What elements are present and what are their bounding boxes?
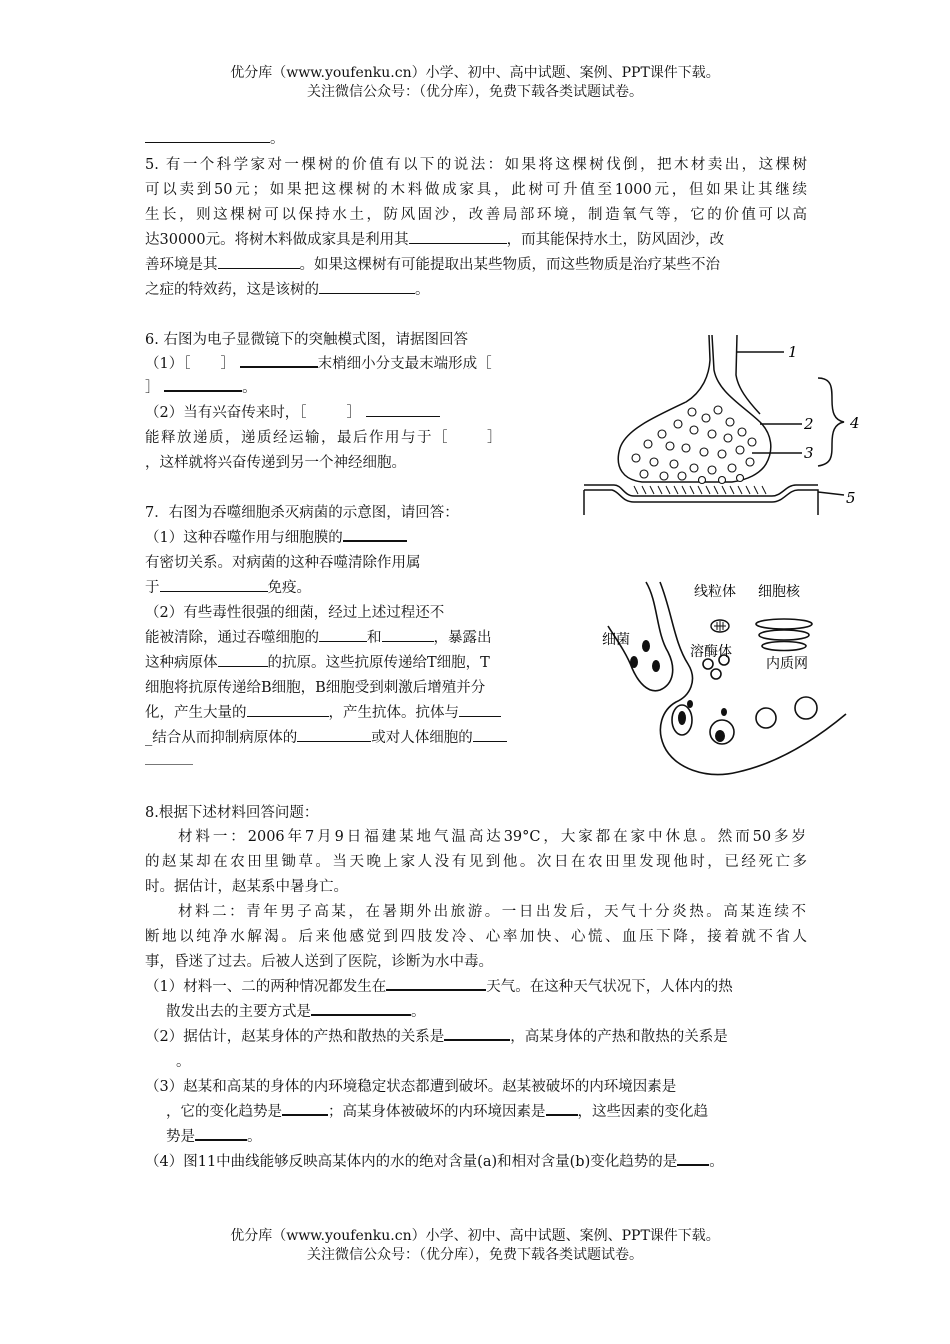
q8-sub-2: （2）据估计，赵某身体的产热和散热的关系是 ，高某身体的产热和散热的关系是 bbox=[145, 1025, 728, 1046]
q8-material-2-line-2: 断地以纯净水解渴。后来他感觉到四肢发冷、心率加快、心慌、血压下降，接着就不省人 bbox=[145, 929, 807, 945]
q6-title: 6. 右图为电子显微镜下的突触模式图，请据图回答 bbox=[145, 332, 468, 348]
answer-blank[interactable] bbox=[319, 279, 415, 294]
answer-blank[interactable] bbox=[459, 702, 501, 717]
q5-line-3: 生长，则这棵树可以保持水土，防风固沙，改善局部环境，制造氧气等，它的价值可以高 bbox=[145, 207, 807, 223]
label-nucleus: 细胞核 bbox=[758, 584, 800, 600]
fig-label-5: 5 bbox=[846, 489, 856, 507]
q8-material-2-line-3: 事，昏迷了过去。后被人送到了医院，诊断为水中毒。 bbox=[145, 954, 493, 970]
q8-title: 8.根据下述材料回答问题： bbox=[145, 805, 319, 821]
q7-part-1-end: 于 免疫。 bbox=[145, 576, 311, 597]
q8-material-1-line-1: 材料一：2006年7月9日福建某地气温高达39°C，大家都在家中休息。然而50多岁 bbox=[178, 829, 806, 845]
q8-material-1-line-3: 时。据估计，赵某系中暑身亡。 bbox=[145, 879, 348, 895]
answer-blank[interactable] bbox=[282, 1100, 328, 1116]
answer-blank[interactable] bbox=[366, 402, 440, 417]
answer-blank[interactable] bbox=[247, 702, 329, 717]
top-blank-line: 。 bbox=[145, 127, 285, 148]
q6-part-2: （2）当有兴奋传来时，［ ］ bbox=[145, 401, 440, 422]
q6-part-1-cont: ］ 。 bbox=[145, 376, 257, 397]
label-bacteria: 细菌 bbox=[602, 632, 630, 648]
q5-line-6: 之症的特效药，这是该树的 。 bbox=[145, 278, 430, 299]
q7-part-2-line-3: 这种病原体 的抗原。这些抗原传递给T细胞，T bbox=[145, 651, 490, 672]
q5-line-5: 善环境是其 。如果这棵树有可能提取出某些物质，而这些物质是治疗某些不治 bbox=[145, 253, 720, 274]
answer-blank[interactable] bbox=[386, 975, 486, 991]
q7-blank-line bbox=[145, 750, 193, 769]
fig-label-3: 3 bbox=[804, 444, 814, 462]
answer-blank[interactable] bbox=[195, 1125, 247, 1141]
q8-sub-3: （3）赵某和高某的身体的内环境稳定状态都遭到破坏。赵某被破坏的内环境因素是 bbox=[145, 1079, 677, 1095]
q6-part-2-cont: 能释放递质，递质经运输，最后作用与于［ ］ bbox=[145, 430, 503, 446]
q8-sub-2-end: 。 bbox=[176, 1054, 191, 1070]
q5-line-2: 可以卖到50元；如果把这棵树的木料做成家具，此树可升值至1000元，但如果让其继续 bbox=[145, 182, 807, 198]
answer-blank[interactable] bbox=[240, 352, 318, 368]
q8-sub-1: （1）材料一、二的两种情况都发生在 天气。在这种天气状况下，人体内的热 bbox=[145, 975, 733, 996]
q8-sub-1-cont: 散发出去的主要方式是 。 bbox=[166, 1000, 426, 1021]
q8-sub-3-end: 势是 。 bbox=[166, 1125, 262, 1146]
answer-blank[interactable] bbox=[297, 727, 371, 742]
q7-part-2: （2）有些毒性很强的细菌，经过上述过程还不 bbox=[145, 605, 445, 621]
label-er: 内质网 bbox=[766, 656, 808, 672]
fig-label-1: 1 bbox=[788, 343, 798, 361]
answer-blank[interactable] bbox=[164, 376, 242, 392]
answer-blank[interactable] bbox=[677, 1150, 709, 1166]
answer-blank[interactable] bbox=[409, 229, 507, 244]
footer-line-2: 关注微信公众号：（优分库），免费下载各类试题试卷。 bbox=[307, 1247, 643, 1263]
q6-part-1: （1）［ ］ 末梢细小分支最末端形成［ bbox=[145, 352, 492, 373]
q6-part-2-end: ，这样就将兴奋传递到另一个神经细胞。 bbox=[145, 455, 406, 471]
footer-line-1: 优分库（www.youfenku.cn）小学、初中、高中试题、案例、PPT课件下载。 bbox=[230, 1228, 720, 1244]
q8-material-2-line-1: 材料二：青年男子高某，在暑期外出旅游。一日出发后，天气十分炎热。高某连续不 bbox=[178, 904, 806, 920]
q7-part-2-line-6: _结合从而抑制病原体的 或对人体细胞的 bbox=[145, 726, 507, 747]
q7-part-1: （1）这种吞噬作用与细胞膜的 bbox=[145, 526, 407, 547]
answer-blank[interactable] bbox=[444, 1025, 510, 1041]
q5-line-4: 达30000元。将树木料做成家具是利用其 ，而其能保持水土，防风固沙，改 bbox=[145, 228, 724, 249]
fig-label-2: 2 bbox=[804, 415, 814, 433]
q7-part-1-cont: 有密切关系。对病菌的这种吞噬清除作用属 bbox=[145, 555, 421, 571]
header-line-2: 关注微信公众号：（优分库），免费下载各类试题试卷。 bbox=[307, 84, 643, 100]
answer-blank[interactable] bbox=[160, 577, 268, 592]
answer-blank[interactable] bbox=[145, 128, 270, 143]
q8-sub-4: （4）图11中曲线能够反映高某体内的水的绝对含量(a)和相对含量(b)变化趋势的是 。 bbox=[145, 1150, 724, 1171]
q7-part-2-line-4: 细胞将抗原传递给B细胞，B细胞受到刺激后增殖并分 bbox=[145, 680, 486, 696]
answer-blank[interactable] bbox=[145, 750, 193, 765]
synapse-figure bbox=[582, 330, 872, 515]
q8-sub-3-cont: ，它的变化趋势是 ；高某身体被破坏的内环境因素是 ，这些因素的变化趋 bbox=[166, 1100, 708, 1121]
q8-material-1-line-2: 的赵某却在农田里锄草。当天晚上家人没有见到他。次日在农田里发现他时，已经死亡多 bbox=[145, 854, 807, 870]
q7-title: 7．右图为吞噬细胞杀灭病菌的示意图，请回答： bbox=[145, 505, 459, 521]
phagocyte-figure bbox=[598, 572, 860, 784]
answer-blank[interactable] bbox=[218, 652, 268, 667]
fig-label-4: 4 bbox=[850, 414, 860, 432]
answer-blank[interactable] bbox=[343, 526, 407, 542]
header-line-1: 优分库（www.youfenku.cn）小学、初中、高中试题、案例、PPT课件下载。 bbox=[230, 65, 720, 81]
q7-part-2-line-5: 化，产生大量的 ，产生抗体。抗体与 bbox=[145, 701, 501, 722]
label-lysosome: 溶酶体 bbox=[690, 644, 732, 660]
answer-blank[interactable] bbox=[319, 627, 367, 642]
answer-blank[interactable] bbox=[473, 727, 507, 742]
answer-blank[interactable] bbox=[382, 627, 434, 642]
answer-blank[interactable] bbox=[311, 1000, 411, 1016]
label-mitochondrion: 线粒体 bbox=[694, 584, 736, 600]
q7-part-2-line-2: 能被清除，通过吞噬细胞的 和 ，暴露出 bbox=[145, 626, 492, 647]
answer-blank[interactable] bbox=[218, 254, 300, 269]
q5-line-1: 5. 有一个科学家对一棵树的价值有以下的说法：如果将这棵树伐倒，把木材卖出，这棵树 bbox=[145, 157, 807, 173]
answer-blank[interactable] bbox=[546, 1100, 578, 1116]
